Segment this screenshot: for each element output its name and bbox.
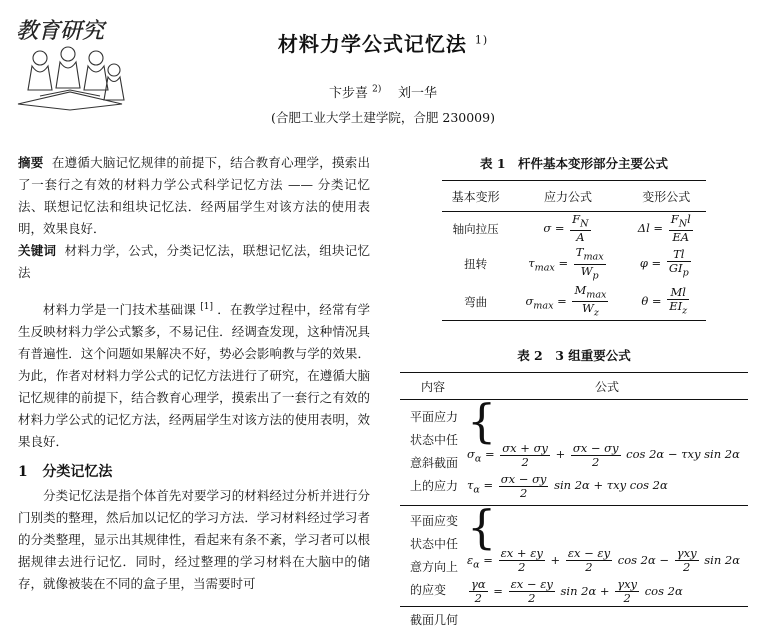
abstract-text: 在遵循大脑记忆规律的前提下，结合教育心理学，摸索出了一套行之有效的材料力学公式科学记忆方法 —— 分类记忆法、联想记忆法和组块记忆法．经两届学生对该方法的使用表明，效果良好．: [18, 155, 370, 236]
paper-title: [0, 28, 766, 57]
section-heading: [18, 461, 370, 481]
row-label: 扭转: [464, 257, 488, 272]
table1-caption: 表 1 杆件基本变形部分主要公式: [479, 156, 669, 171]
row-label: 弯曲: [464, 294, 488, 309]
table2-caption: 表 2 3 组重要公式: [517, 348, 631, 363]
intro-paragraph: [18, 296, 370, 453]
table-row: [400, 505, 748, 607]
keywords: [18, 240, 370, 284]
row-label: 轴向拉压: [452, 221, 499, 236]
keywords-label: 关键词: [18, 243, 57, 258]
table2-header-formula: 公式: [466, 373, 748, 400]
citation-ref[interactable]: [1]: [200, 302, 213, 312]
table-row: [400, 400, 748, 506]
author-line: [0, 82, 766, 101]
table-row: [400, 607, 748, 634]
table-row: [442, 245, 706, 283]
stress-formula: $\tau_{max}$ = $\frac{T_{max}}{W_p}$: [528, 245, 604, 281]
table2-header-content: 内容: [400, 373, 466, 400]
row-label: 平面应变 状态中任 意方向上 的应变: [400, 505, 466, 607]
strain-formula: φ = $\frac{Tl}{GI_p}$: [639, 247, 689, 279]
keywords-text: 材料力学，公式，分类记忆法，联想记忆法，组块记忆法: [18, 243, 370, 280]
intro-text-rest: ．在教学过程中，经常有学生反映材料力学公式繁多，不易记住．经调查发现，这种情况具有普遍性．这个问题如果解决不好，势必会影响教与学的效果．为此，作者对材料力学公式的记忆方法进行了研究，在遵循大脑记忆规律的前提下，结合教育心理学，摸索出了一套行之有效的材料力学公式的记忆方法，经两届学生对该方法的使用表明，效果良好．: [18, 302, 370, 450]
author-1: 卞步喜: [329, 86, 369, 101]
abstract-label: 摘要: [18, 155, 44, 170]
table1-header-stress: 应力公式: [509, 181, 626, 212]
row-label: 平面应力 状态中任 意斜截面 上的应力: [410, 410, 459, 494]
affiliation: (合肥工业大学土建学院，合肥 230009): [271, 110, 495, 125]
abstract: [18, 152, 370, 240]
stress-formula: $\sigma_{max}$ = $\frac{M_{max}}{W_z}$: [525, 282, 607, 319]
section-geometry-formulas: [466, 607, 748, 634]
intro-text-start: 材料力学是一门技术基础课: [43, 302, 197, 318]
strain-transformation-formulas: { $\varepsilon_\alpha$ = $\frac{\varepsilon x + \varepsilon y}{2}$ + $\frac{\varepsilon x - \varepsilon y}{2}$ cos 2α − $\frac{\text{γxy}}{2}$ sin 2α $\frac{\gamma\alpha}{2}$ = $\frac{\varepsilon x - \varepsilon y}{2}$ sin 2α + $\frac{\text{γxy}}{2}$ cos 2α: [466, 505, 748, 607]
table1: [442, 180, 706, 321]
strain-formula: Δl = $\frac{F_Nl}{EA}$: [637, 212, 691, 245]
author-1-footnote-mark: 2): [372, 84, 382, 95]
stress-formula: σ = $\frac{F_N}{A}$: [543, 212, 589, 245]
section-number: 1: [18, 464, 28, 480]
author-2: 刘一华: [397, 86, 437, 101]
strain-formula: θ = $\frac{Ml}{EI_z}$: [641, 285, 688, 317]
table-row: [442, 283, 706, 321]
table1-header-deformation: 基本变形: [442, 181, 509, 212]
logo-text: 教育研究: [16, 19, 105, 44]
row-label: 截面几何: [400, 607, 466, 634]
section-paragraph: 分类记忆法是指个体首先对要学习的材料经过分析并进行分门别类的整理，然后加以记忆的学习方法．学习材料经过学习者的分类整理，显示出其规律性，看起来有条不紊，学习者可以根据规律去进行记忆．同时，经过整理的学习材料在大脑中的储存，就像被装在不同的盒子里，当需要时可: [18, 488, 370, 591]
title-text: 材料力学公式记忆法: [277, 32, 467, 56]
section-title: 分类记忆法: [42, 464, 113, 480]
table-row: [442, 212, 706, 246]
title-footnote-mark: 1): [474, 33, 489, 47]
table1-header-strain: 变形公式: [627, 181, 706, 212]
stress-transformation-formulas: { $\sigma_\alpha$ = $\frac{\sigma x + \sigma y}{2}$ + $\frac{\sigma x - \sigma y}{2}$ cos 2α − τxy sin 2α $\tau_\alpha$ = $\frac{\sigma x - \sigma y}{2}$ sin 2α + τxy cos 2α: [467, 394, 740, 500]
